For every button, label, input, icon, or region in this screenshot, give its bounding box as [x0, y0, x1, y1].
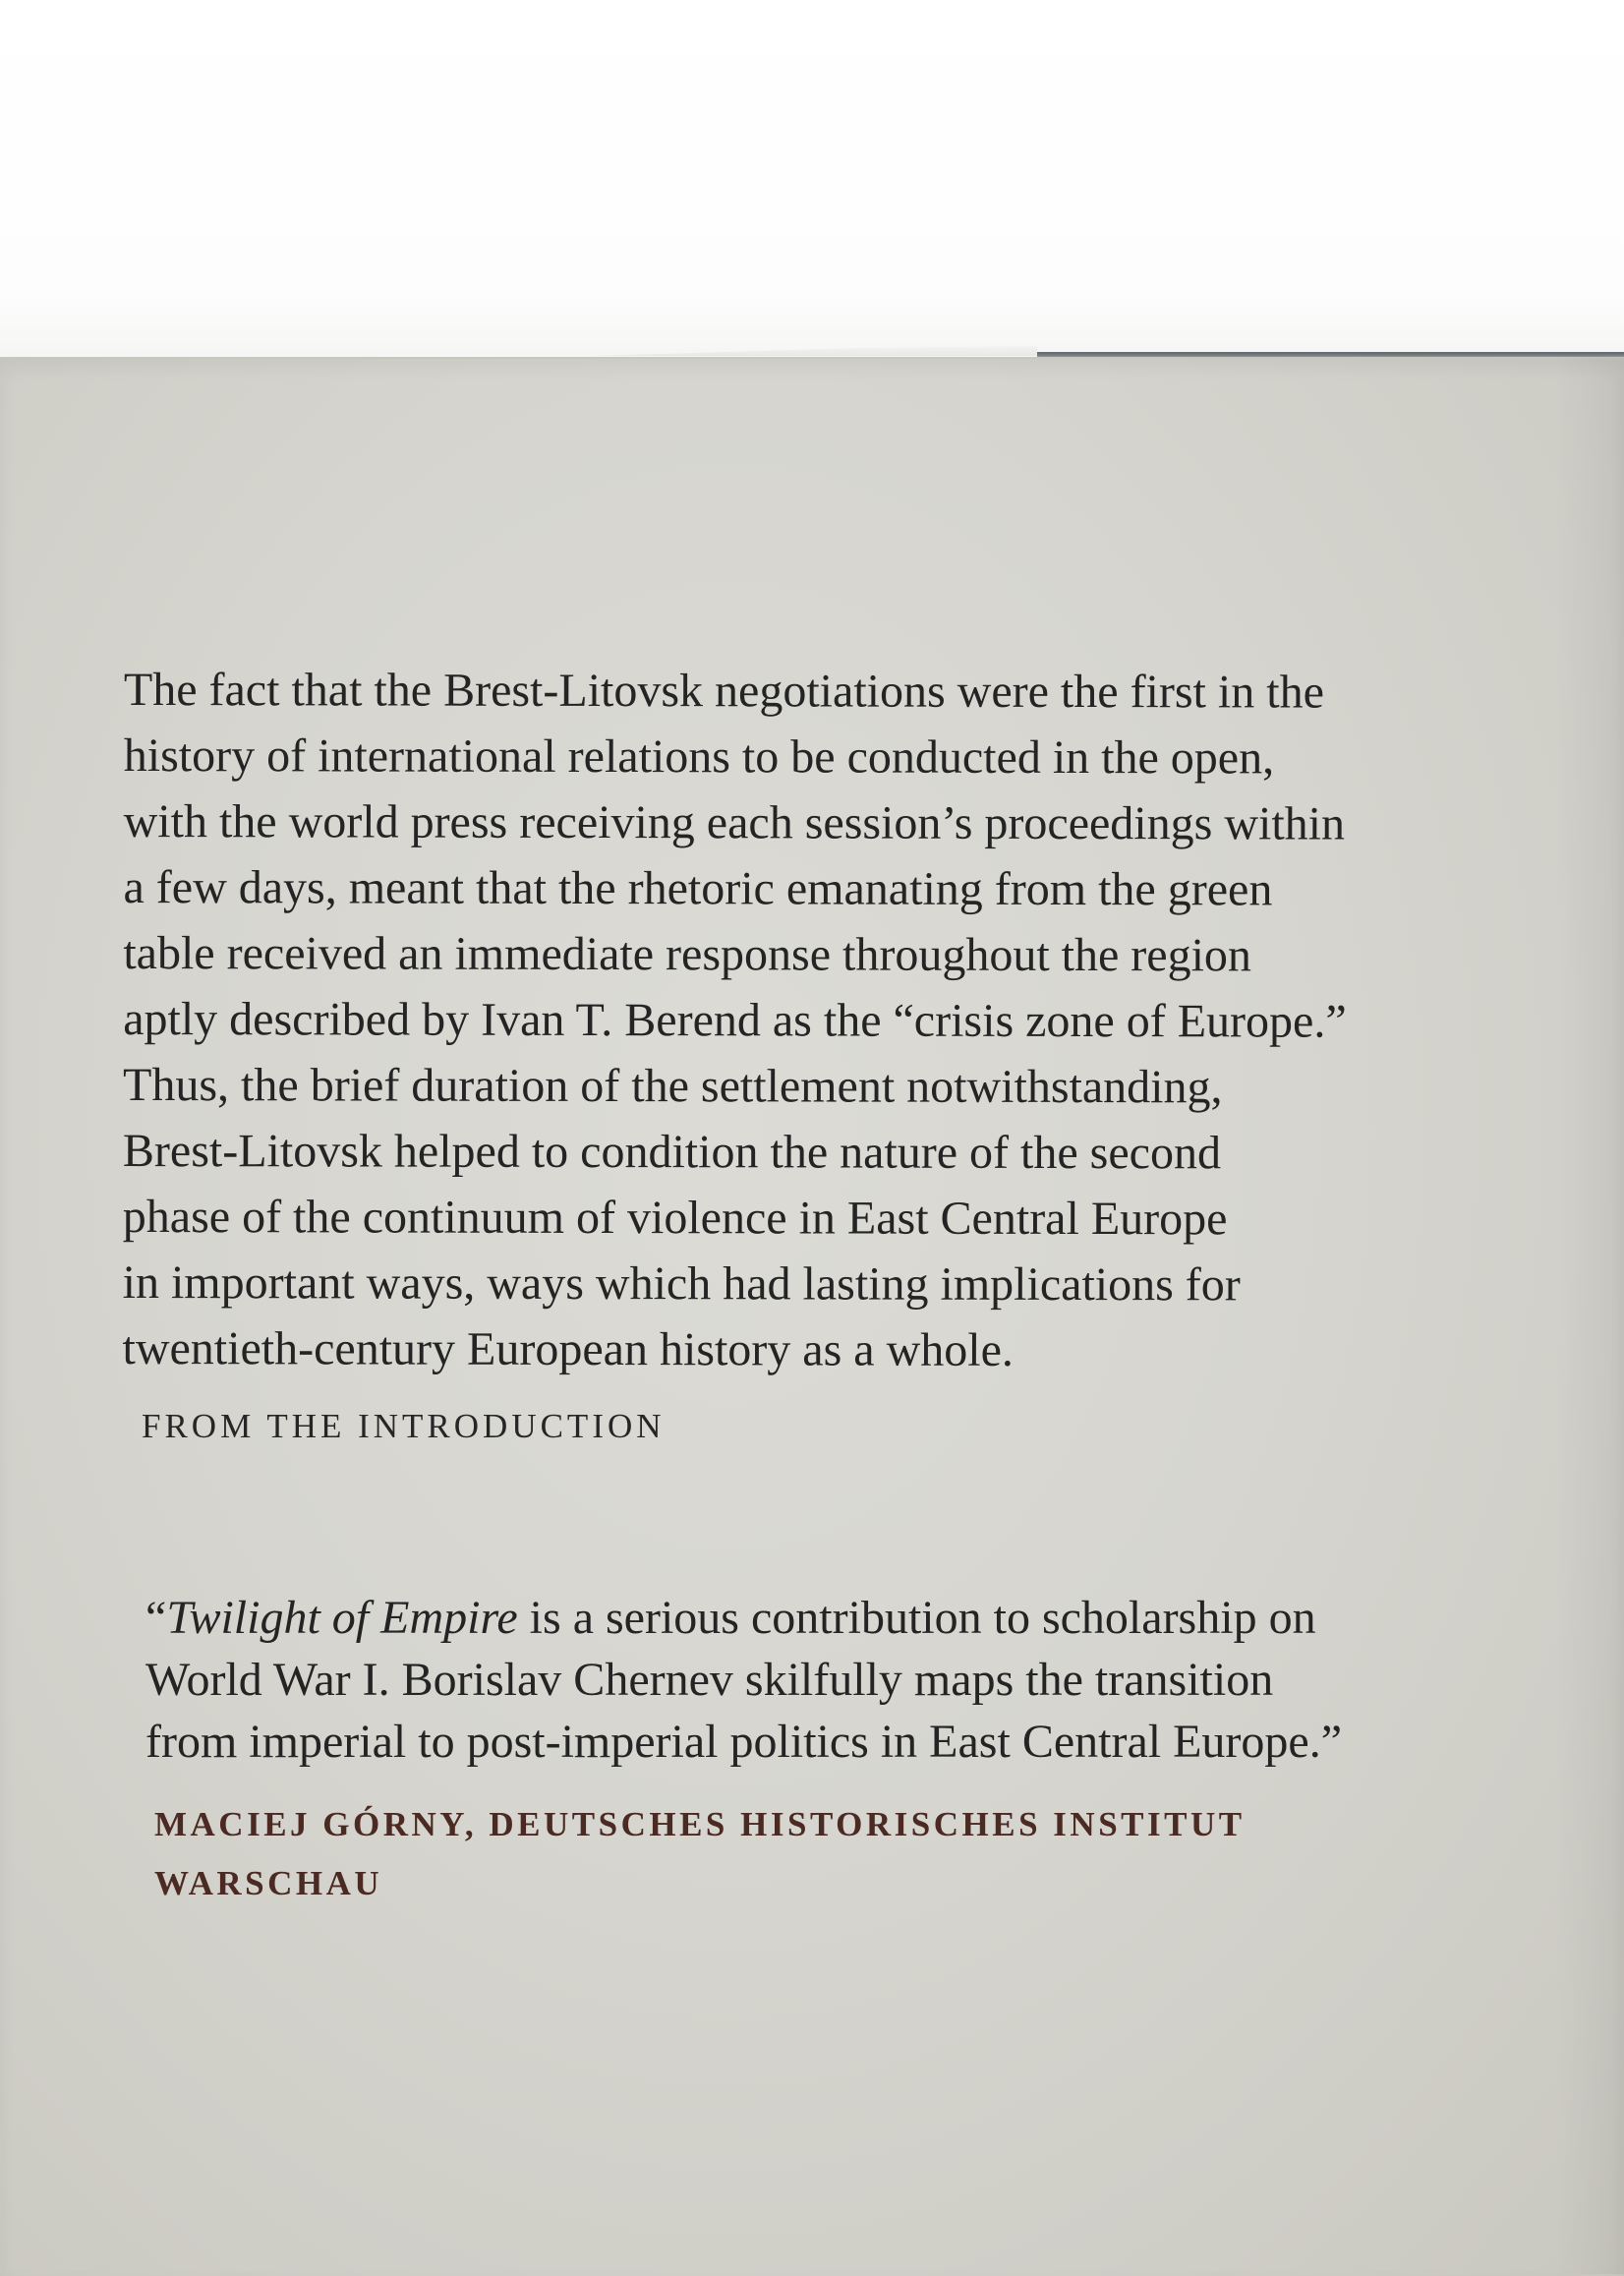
excerpt-line: aptly described by Ivan T. Berend as the “crisis zone of Europe.” [123, 992, 1347, 1048]
attribution-line: WARSCHAU [154, 1864, 383, 1902]
quote-line: World War I. Borislav Chernev skilfully maps the transition [145, 1654, 1274, 1706]
excerpt-line: history of international relations to be conducted in the open, [123, 729, 1275, 785]
introduction-excerpt [122, 657, 1579, 1384]
excerpt-line: Brest-Litovsk helped to condition the nature of the second [122, 1124, 1222, 1180]
excerpt-line: Thus, the brief duration of the settlement notwithstanding, [123, 1058, 1223, 1114]
quote-line [145, 1587, 1600, 1649]
quote-line: from imperial to post-imperial politics in East Central Europe.” [145, 1716, 1343, 1768]
excerpt-line: table received an immediate response throughout the region [123, 926, 1252, 982]
endorsement-quote [145, 1587, 1600, 1773]
open-quote-mark: “ [145, 1592, 167, 1644]
excerpt-line: twentieth-century European history as a whole. [122, 1321, 1014, 1376]
excerpt-line: The fact that the Brest-Litovsk negotiations were the first in the [123, 664, 1324, 719]
endorsement-attribution [154, 1795, 1246, 1913]
excerpt-line: phase of the continuum of violence in East Central Europe [122, 1190, 1228, 1246]
excerpt-line: with the world press receiving each session’s proceedings within [123, 794, 1346, 850]
excerpt-source: FROM THE INTRODUCTION [142, 1407, 666, 1445]
excerpt-line: in important ways, ways which had lasting implications for [122, 1255, 1241, 1312]
excerpt-line: a few days, meant that the rhetoric emanating from the green [123, 860, 1273, 916]
quote-line-rest: is a serious contribution to scholarship on [517, 1592, 1316, 1644]
book-title: Twilight of Empire [166, 1592, 518, 1644]
attribution-line: MACIEJ GÓRNY, DEUTSCHES HISTORISCHES INSTITUT [154, 1805, 1246, 1843]
